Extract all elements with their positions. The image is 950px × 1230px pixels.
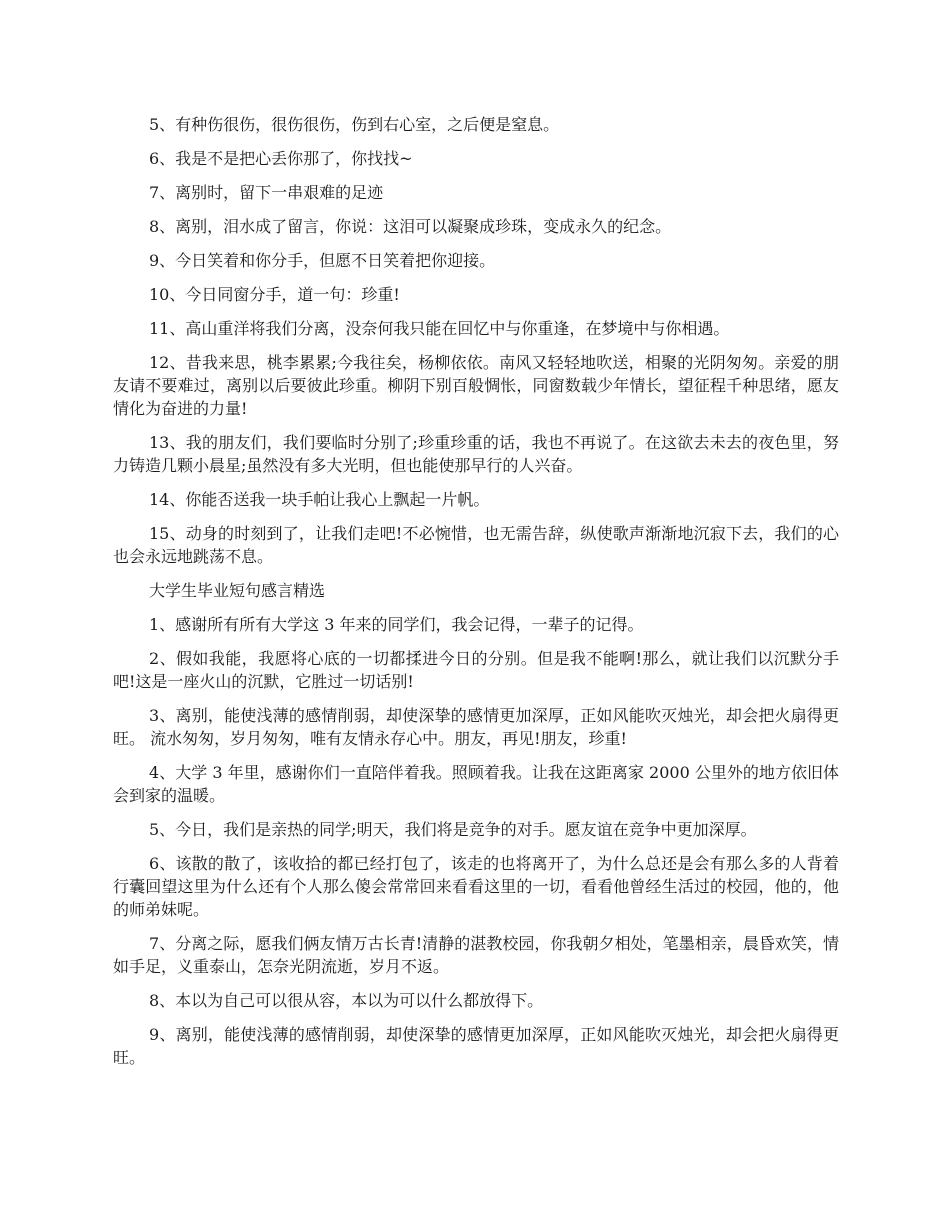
paragraph: 10、今日同窗分手，道一句：珍重! [149,285,400,304]
paragraph: 7、分离之际，愿我们俩友情万古长青!清静的湛教校园，你我朝夕相处，笔墨相亲，晨昏欢笑，情如手足，义重泰山，怎奈光阴流逝，岁月不返。 [113,934,839,976]
paragraph: 6、我是不是把心丢你那了，你找找~ [149,149,413,168]
paragraph: 11、高山重洋将我们分离，没奈何我只能在回忆中与你重逢，在梦境中与你相遇。 [149,319,730,338]
paragraph: 5、今日，我们是亲热的同学;明天，我们将是竞争的对手。愿友谊在竞争中更加深厚。 [149,820,757,839]
paragraph: 8、本以为自己可以很从容，本以为可以什么都放得下。 [149,991,544,1010]
paragraph: 2、假如我能，我愿将心底的一切都揉进今日的分别。但是我不能啊!那么，就让我们以沉默分手吧!这是一座火山的沉默，它胜过一切话别! [113,649,839,691]
paragraph: 9、今日笑着和你分手，但愿不日笑着把你迎接。 [149,251,496,270]
paragraph: 13、我的朋友们，我们要临时分别了;珍重珍重的话，我也不再说了。在这欲去未去的夜色里，努力铸造几颗小晨星;虽然没有多大光明，但也能使那早行的人兴奋。 [113,433,839,475]
paragraph: 9、离别，能使浅薄的感情削弱，却使深挚的感情更加深厚，正如风能吹灭烛光，却会把火扇得更旺。 [113,1025,839,1067]
paragraph: 7、离别时，留下一串艰难的足迹 [149,183,384,202]
paragraph: 4、大学 3 年里，感谢你们一直陪伴着我。照顾着我。让我在这距离家 2000 公里外的地方依旧体会到家的温暖。 [113,763,839,805]
paragraph: 5、有种伤很伤，很伤很伤，伤到右心室，之后便是窒息。 [149,115,560,134]
paragraph: 6、该散的散了，该收拾的都已经打包了，该走的也将离开了，为什么总还是会有那么多的人背着行囊回望这里为什么还有个人那么傻会常常回来看看这里的一切，看看他曾经生活过的校园，他的，他的师弟妹呢。 [113,854,839,919]
document-page [113,113,839,1080]
paragraph: 8、离别，泪水成了留言，你说：这泪可以凝聚成珍珠，变成永久的纪念。 [149,217,672,236]
paragraph: 3、离别，能使浅薄的感情削弱，却使深挚的感情更加深厚，正如风能吹灭烛光，却会把火扇得更 旺。 流水匆匆，岁月匆匆，唯有友情永存心中。朋友，再见!朋友，珍重! [113,706,839,748]
section-heading: 大学生毕业短句感言精选 [149,581,326,600]
paragraph: 12、昔我来思，桃李累累;今我往矣，杨柳依依。南风又轻轻地吹送，相聚的光阴匆匆。亲爱的朋友请不要难过，离别以后要彼此珍重。柳阴下别百般惆怅，同窗数载少年情长，望征程千种思绪，愿友情化为奋进的力量! [113,353,839,418]
paragraph: 15、动身的时刻到了，让我们走吧!不必惋惜，也无需告辞，纵使歌声渐渐地沉寂下去，我们的心也会永远地跳荡不息。 [113,524,839,566]
paragraph: 14、你能否送我一块手帕让我心上飘起一片帆。 [149,490,490,509]
paragraph: 1、感谢所有所有大学这 3 年来的同学们，我会记得，一辈子的记得。 [149,615,644,634]
